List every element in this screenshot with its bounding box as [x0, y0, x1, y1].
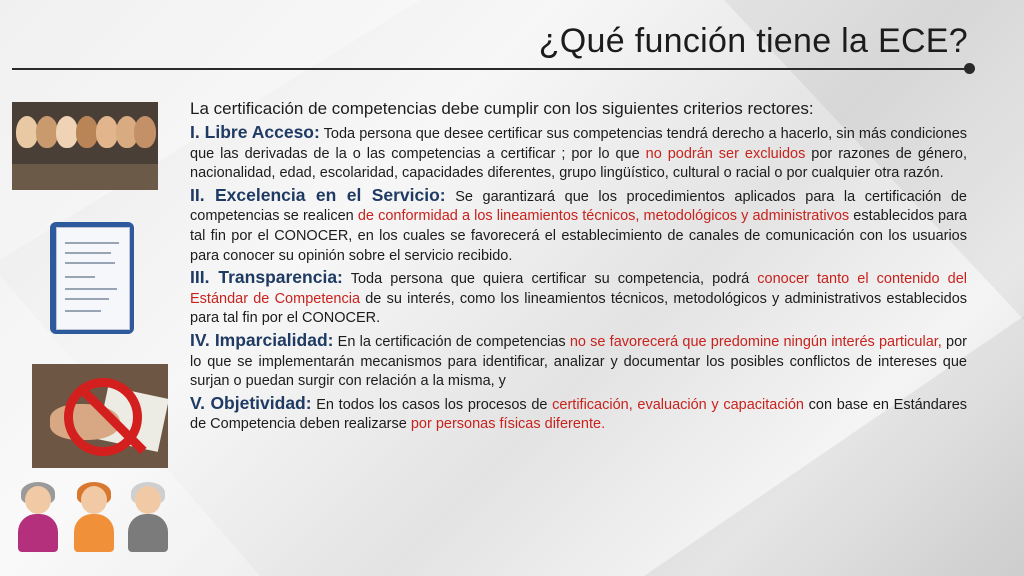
document-line	[65, 276, 95, 278]
face	[76, 116, 98, 148]
criterion-libre-acceso	[190, 123, 967, 184]
criterion-imparcialidad	[190, 331, 967, 392]
document-tablet-image	[50, 222, 134, 334]
head	[81, 486, 107, 514]
face	[56, 116, 78, 148]
criterion-text: establecidos para tal fin por el CONOCER, en los cuales se favorecerá el establecimiento de canales de comunicación con los usuarios para conocer su opinión sobre el servicio recibido.	[190, 208, 968, 264]
slide-title: ¿Qué función tiene la ECE?	[538, 22, 968, 60]
face	[134, 116, 156, 148]
criterion-highlight: de conformidad a los lineamientos técnicos, metodológicos y administrativos	[357, 208, 850, 225]
criterion-transparencia	[190, 268, 967, 329]
body	[18, 514, 58, 552]
criterion-heading: I. Libre Acceso:	[190, 122, 320, 142]
document-line	[65, 242, 119, 244]
head	[25, 486, 51, 514]
prohibited-bribe-image	[32, 364, 168, 468]
criterion-objetividad	[190, 394, 967, 435]
criterion-excelencia	[190, 186, 967, 266]
person-figure	[126, 486, 170, 552]
criterion-heading: III. Transparencia:	[190, 267, 343, 288]
criterion-text: Toda persona que desee certificar sus competencias tendrá derecho a hacerlo, sin más condiciones que las derivadas de la o las competencias a certificar ; por lo que	[190, 126, 968, 162]
title-underline-dot	[964, 63, 975, 74]
criterion-text: En todos los casos los procesos de	[311, 396, 553, 413]
head	[135, 486, 161, 514]
criterion-heading: IV. Imparcialidad:	[190, 329, 334, 350]
criterion-heading: V. Objetividad:	[190, 392, 312, 413]
document-page	[56, 227, 130, 330]
criterion-highlight: certificación, evaluación y capacitación	[552, 396, 804, 413]
criterion-highlight: conocer tanto el contenido del Estándar de Competencia	[190, 271, 968, 307]
diverse-faces-image	[12, 102, 158, 190]
person-figure	[72, 486, 116, 552]
person-figure	[16, 486, 60, 552]
people-group-image	[14, 482, 172, 554]
criterion-text: Se garantizará que los procedimientos aplicados para la certificación de competencias se realicen	[190, 188, 967, 225]
criterion-text: con base en Estándares de Competencia deben realizarse	[190, 396, 968, 433]
criterion-text: En la certificación de competencias	[333, 333, 570, 350]
face	[16, 116, 38, 148]
face	[96, 116, 118, 148]
face	[36, 116, 58, 148]
body	[128, 514, 168, 552]
criterion-highlight: no podrán ser excluidos	[645, 145, 806, 162]
title-underline	[12, 68, 968, 70]
criterion-heading: II. Excelencia en el Servicio:	[190, 184, 446, 205]
shoulders	[12, 164, 158, 190]
criteria-text-block	[190, 98, 967, 437]
document-line	[65, 262, 115, 264]
criterion-text: por razones de género, nacionalidad, edad, escolaridad, capacidades diferentes, grupo lingüístico, cultural o racial o por cualquier otra razón.	[190, 145, 967, 182]
document-line	[65, 298, 109, 300]
document-line	[65, 310, 101, 312]
criterion-text: por lo que se implementarán mecanismos para identificar, analizar y documentar los posibles conflictos de intereses que surjan o puedan surgir con relación a la misma, y	[190, 333, 967, 390]
criterion-highlight: no se favorecerá que predomine ningún interés particular,	[569, 333, 942, 350]
criterion-text: Toda persona que quiera certificar su competencia, podrá	[342, 271, 758, 288]
intro-paragraph: La certificación de competencias debe cumplir con los siguientes criterios rectores:	[190, 99, 814, 118]
criterion-highlight: por personas físicas diferente.	[410, 416, 606, 433]
document-line	[65, 252, 111, 254]
body	[74, 514, 114, 552]
criterion-text: de su interés, como los lineamientos técnicos, metodológicos y administrativos establecidos para tal fin por el CONOCER.	[190, 290, 968, 327]
document-line	[65, 288, 117, 290]
